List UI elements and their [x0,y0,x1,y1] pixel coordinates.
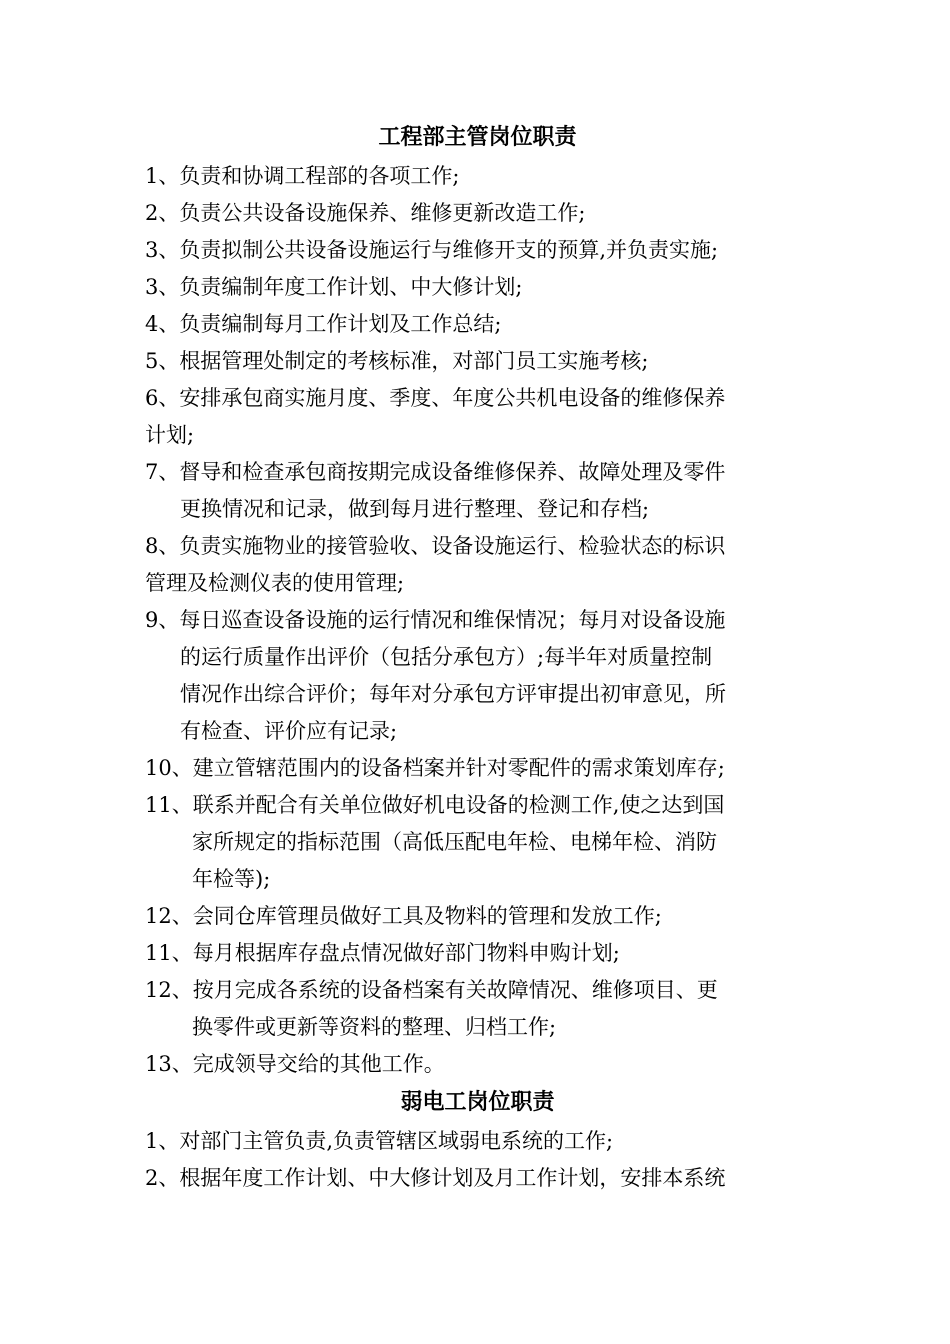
document-page [145,118,810,1197]
list-item: 8、负责实施物业的接管验收、设备设施运行、检验状态的标识 管理及检测仪表的使用管理; [145,534,726,595]
list-item: 10、建立管辖范围内的设备档案并针对零配件的需求策划库存; [145,756,725,780]
list-item: 6、安排承包商实施月度、季度、年度公共机电设备的维修保养 计划; [145,386,726,447]
list-item: 9、每日巡查设备设施的运行情况和维保情况；每月对设备设施 的运行质量作出评价（包括分承包方）;每半年对质量控制 情况作出综合评价；每年对分承包方评审提出初审意见，所 有检查、评价应有记录; [145,608,726,743]
list-item: 13、完成领导交给的其他工作。 [145,1052,445,1076]
weak-current-electrician-duties [145,1123,810,1197]
list-item: 12、按月完成各系统的设备档案有关故障情况、维修项目、更 换零件或更新等资料的整理、归档工作; [145,978,718,1039]
list-item: 3、负责拟制公共设备设施运行与维修开支的预算,并负责实施; [145,238,719,262]
list-item: 1、负责和协调工程部的各项工作; [145,164,460,188]
list-item: 1、对部门主管负责,负责管辖区域弱电系统的工作; [145,1129,614,1153]
list-item: 3、负责编制年度工作计划、中大修计划; [145,275,523,299]
list-item: 7、督导和检查承包商按期完成设备维修保养、故障处理及零件 更换情况和记录，做到每月进行整理、登记和存档; [145,460,726,521]
list-item: 11、联系并配合有关单位做好机电设备的检测工作,使之达到国 家所规定的指标范围（高低压配电年检、电梯年检、消防 年检等); [145,793,725,891]
list-item: 11、每月根据库存盘点情况做好部门物料申购计划; [145,941,620,965]
list-item: 2、负责公共设备设施保养、维修更新改造工作; [145,201,586,225]
engineering-supervisor-duties [145,158,810,1083]
section-title-engineering-supervisor: 工程部主管岗位职责 [378,125,577,150]
list-item: 12、会同仓库管理员做好工具及物料的管理和发放工作; [145,904,662,928]
section-title-weak-current-electrician: 弱电工岗位职责 [400,1090,555,1115]
list-item: 4、负责编制每月工作计划及工作总结; [145,312,502,336]
list-item: 2、根据年度工作计划、中大修计划及月工作计划，安排本系统 [145,1166,726,1190]
list-item: 5、根据管理处制定的考核标准，对部门员工实施考核; [145,349,649,373]
